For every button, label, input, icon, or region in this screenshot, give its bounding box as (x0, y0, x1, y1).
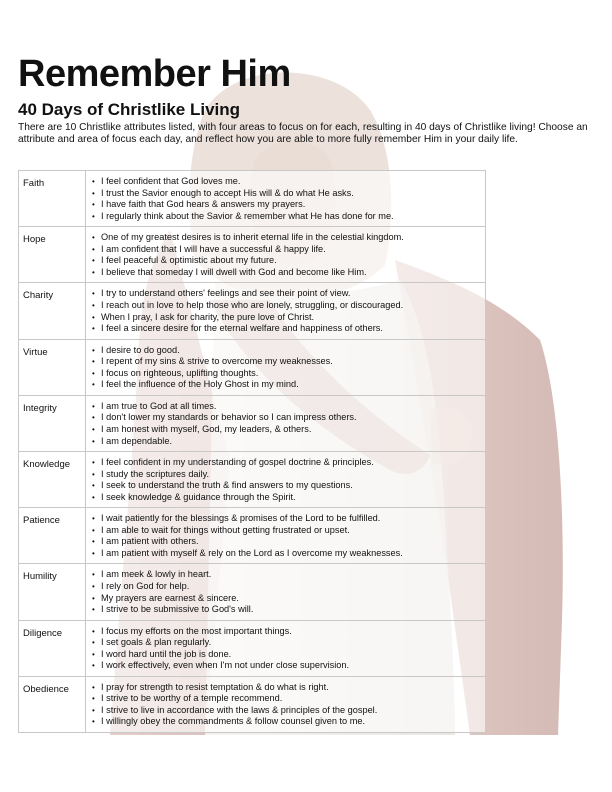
focus-item: • I am dependable. (90, 436, 481, 448)
focus-item: • I have faith that God hears & answers my prayers. (90, 199, 481, 211)
focus-item: • I feel a sincere desire for the eternal welfare and happiness of others. (90, 323, 481, 335)
focus-item: • I focus on righteous, uplifting thoughts. (90, 368, 481, 380)
page-title: Remember Him (18, 53, 291, 95)
focus-item: • I set goals & plan regularly. (90, 637, 481, 649)
focus-list (90, 457, 481, 503)
focus-item: • I feel confident that God loves me. (90, 176, 481, 188)
focus-item: • I reach out in love to help those who are lonely, struggling, or discouraged. (90, 300, 481, 312)
focus-item: • I feel the influence of the Holy Ghost in my mind. (90, 379, 481, 391)
header-section (18, 52, 592, 147)
focus-list (90, 682, 481, 728)
focus-item: • When I pray, I ask for charity, the pure love of Christ. (90, 312, 481, 324)
attribute-name: Diligence (19, 620, 86, 676)
focus-item: • I am patient with others. (90, 536, 481, 548)
attribute-row-virtue (19, 339, 486, 395)
focus-item: • I wait patiently for the blessings & promises of the Lord to be fulfilled. (90, 513, 481, 525)
attribute-name: Faith (19, 171, 86, 227)
attributes-table (18, 170, 486, 733)
focus-list (90, 288, 481, 334)
focus-item: • I am patient with myself & rely on the Lord as I overcome my weaknesses. (90, 548, 481, 560)
attribute-row-faith (19, 171, 486, 227)
focus-item: • I word hard until the job is done. (90, 649, 481, 661)
focus-item: • I strive to live in accordance with the laws & principles of the gospel. (90, 705, 481, 717)
focus-item: • I am honest with myself, God, my leaders, & others. (90, 424, 481, 436)
focus-item: • I am meek & lowly in heart. (90, 569, 481, 581)
attribute-items-cell (86, 339, 486, 395)
focus-item: • I am confident that I will have a successful & happy life. (90, 244, 481, 256)
focus-item: • I desire to do good. (90, 345, 481, 357)
focus-list (90, 232, 481, 278)
focus-item: • I feel confident in my understanding of gospel doctrine & principles. (90, 457, 481, 469)
focus-item: • I repent of my sins & strive to overcome my weaknesses. (90, 356, 481, 368)
attribute-name: Hope (19, 227, 86, 283)
focus-item: • I focus my efforts on the most important things. (90, 626, 481, 638)
attribute-row-integrity (19, 395, 486, 451)
focus-list (90, 626, 481, 672)
attribute-items-cell (86, 395, 486, 451)
attribute-row-diligence (19, 620, 486, 676)
attribute-items-cell (86, 451, 486, 507)
attribute-items-cell (86, 227, 486, 283)
attribute-items-cell (86, 283, 486, 339)
focus-item: • I strive to be submissive to God's will. (90, 604, 481, 616)
attribute-name: Charity (19, 283, 86, 339)
page-subtitle: 40 Days of Christlike Living (18, 100, 241, 119)
focus-item: • I try to understand others' feelings and see their point of view. (90, 288, 481, 300)
focus-item: • I study the scriptures daily. (90, 469, 481, 481)
attribute-name: Virtue (19, 339, 86, 395)
focus-list (90, 176, 481, 222)
attribute-row-obedience (19, 676, 486, 732)
attribute-row-patience (19, 508, 486, 564)
focus-item: • I seek to understand the truth & find answers to my questions. (90, 480, 481, 492)
focus-item: • I believe that someday I will dwell with God and become like Him. (90, 267, 481, 279)
attribute-name: Obedience (19, 676, 86, 732)
focus-item: • My prayers are earnest & sincere. (90, 593, 481, 605)
focus-item: • I am able to wait for things without getting frustrated or upset. (90, 525, 481, 537)
focus-item: • I regularly think about the Savior & remember what He has done for me. (90, 211, 481, 223)
focus-item: • I strive to be worthy of a temple recommend. (90, 693, 481, 705)
focus-item: • I willingly obey the commandments & follow counsel given to me. (90, 716, 481, 728)
focus-item: • I rely on God for help. (90, 581, 481, 593)
attribute-items-cell (86, 564, 486, 620)
intro-paragraph: There are 10 Christlike attributes listed, with four areas to focus on for each, resulting in 40 days of Christlike living! Choose an attribute and area of focus each day, and reflect how you are able to more fully remember Him in your daily life. (18, 122, 588, 146)
attribute-items-cell (86, 171, 486, 227)
focus-item: • I pray for strength to resist temptation & do what is right. (90, 682, 481, 694)
attribute-name: Humility (19, 564, 86, 620)
attribute-items-cell (86, 676, 486, 732)
focus-item: • I work effectively, even when I'm not under close supervision. (90, 660, 481, 672)
attribute-row-knowledge (19, 451, 486, 507)
focus-list (90, 569, 481, 615)
focus-item: • One of my greatest desires is to inherit eternal life in the celestial kingdom. (90, 232, 481, 244)
focus-list (90, 401, 481, 447)
attribute-items-cell (86, 508, 486, 564)
attribute-name: Integrity (19, 395, 86, 451)
attribute-name: Knowledge (19, 451, 86, 507)
focus-item: • I am true to God at all times. (90, 401, 481, 413)
attribute-row-charity (19, 283, 486, 339)
attribute-items-cell (86, 620, 486, 676)
focus-item: • I feel peaceful & optimistic about my future. (90, 255, 481, 267)
focus-item: • I trust the Savior enough to accept His will & do what He asks. (90, 188, 481, 200)
focus-item: • I seek knowledge & guidance through the Spirit. (90, 492, 481, 504)
attribute-name: Patience (19, 508, 86, 564)
focus-list (90, 513, 481, 559)
attribute-row-humility (19, 564, 486, 620)
attribute-row-hope (19, 227, 486, 283)
focus-list (90, 345, 481, 391)
focus-item: • I don't lower my standards or behavior so I can impress others. (90, 412, 481, 424)
